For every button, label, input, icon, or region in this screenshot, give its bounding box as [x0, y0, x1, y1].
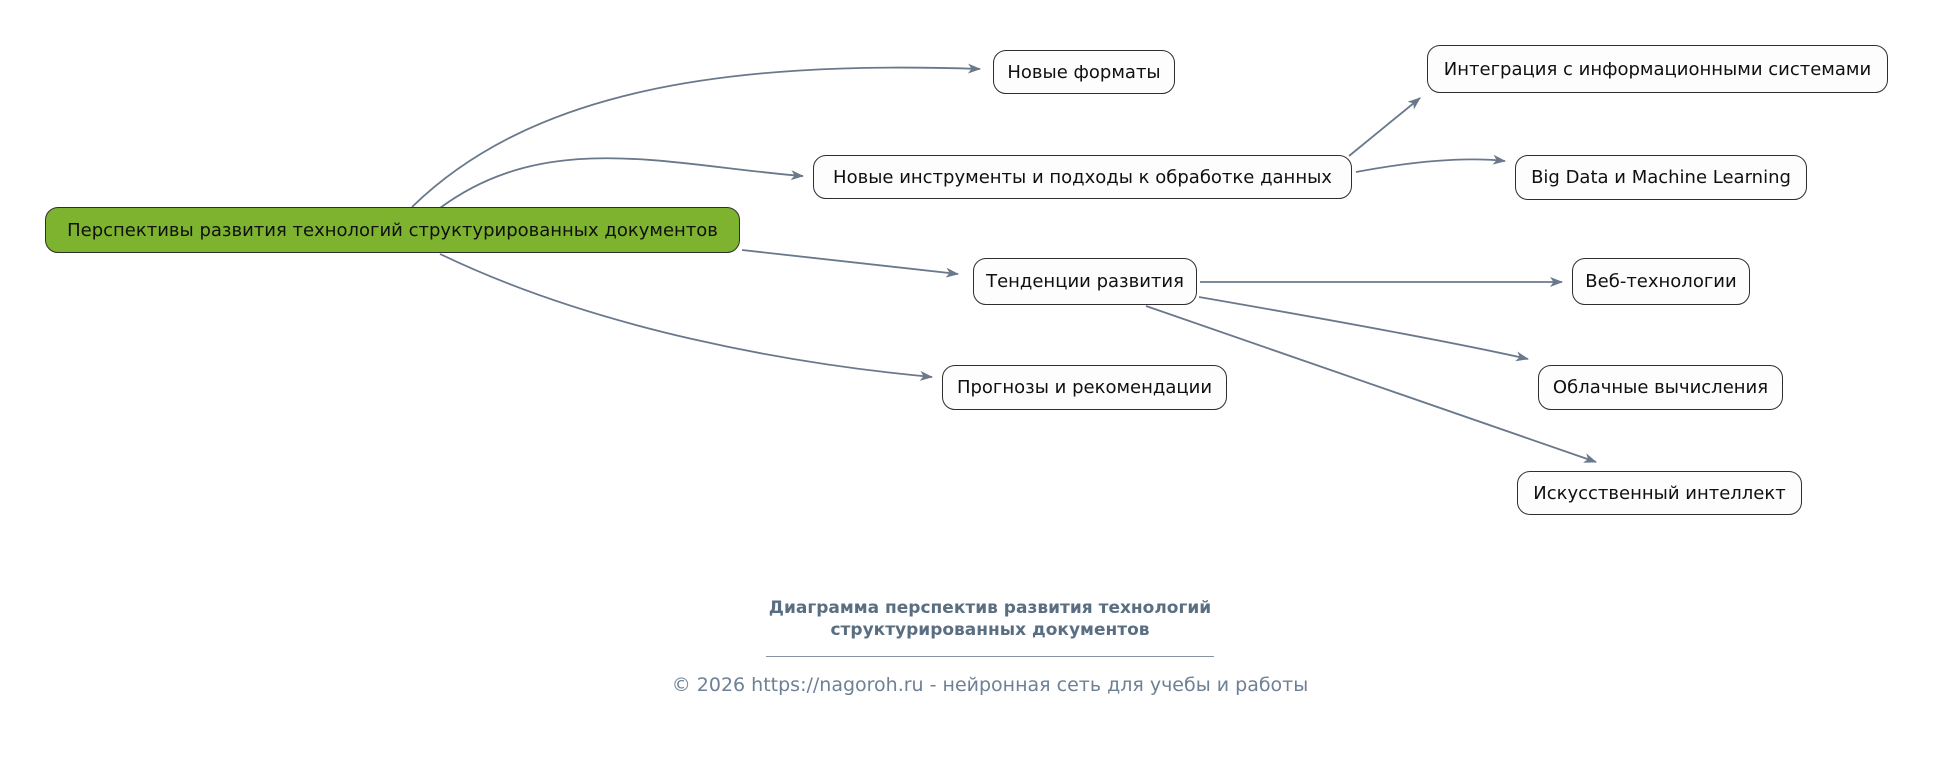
node-trends: Тенденции развития	[973, 258, 1197, 305]
edge-root-to-trends	[742, 250, 958, 274]
node-web-tech: Веб-технологии	[1572, 258, 1750, 305]
caption-divider	[766, 656, 1214, 657]
node-new-formats: Новые форматы	[993, 50, 1175, 94]
node-bigdata-ml: Big Data и Machine Learning	[1515, 155, 1807, 200]
edge-root-to-new-tools	[440, 158, 803, 208]
caption-title-line1: Диаграмма перспектив развития технологий	[768, 598, 1212, 618]
caption-title-line2: структурированных документов	[830, 620, 1150, 640]
node-forecasts: Прогнозы и рекомендации	[942, 365, 1227, 410]
copyright-footer: © 2026 https://nagoroh.ru - нейронная сеть для учебы и работы	[671, 674, 1309, 696]
edge-trends-to-cloud	[1199, 297, 1528, 359]
node-ai: Искусственный интеллект	[1517, 471, 1802, 515]
edge-tools-to-integration	[1349, 98, 1420, 156]
node-integration: Интеграция с информационными системами	[1427, 45, 1888, 93]
node-cloud: Облачные вычисления	[1538, 365, 1783, 410]
node-root: Перспективы развития технологий структурированных документов	[45, 207, 740, 253]
edge-root-to-forecasts	[440, 254, 932, 377]
diagram-caption	[590, 597, 1390, 696]
edge-tools-to-bigdata	[1356, 159, 1505, 172]
node-new-tools: Новые инструменты и подходы к обработке данных	[813, 155, 1352, 199]
